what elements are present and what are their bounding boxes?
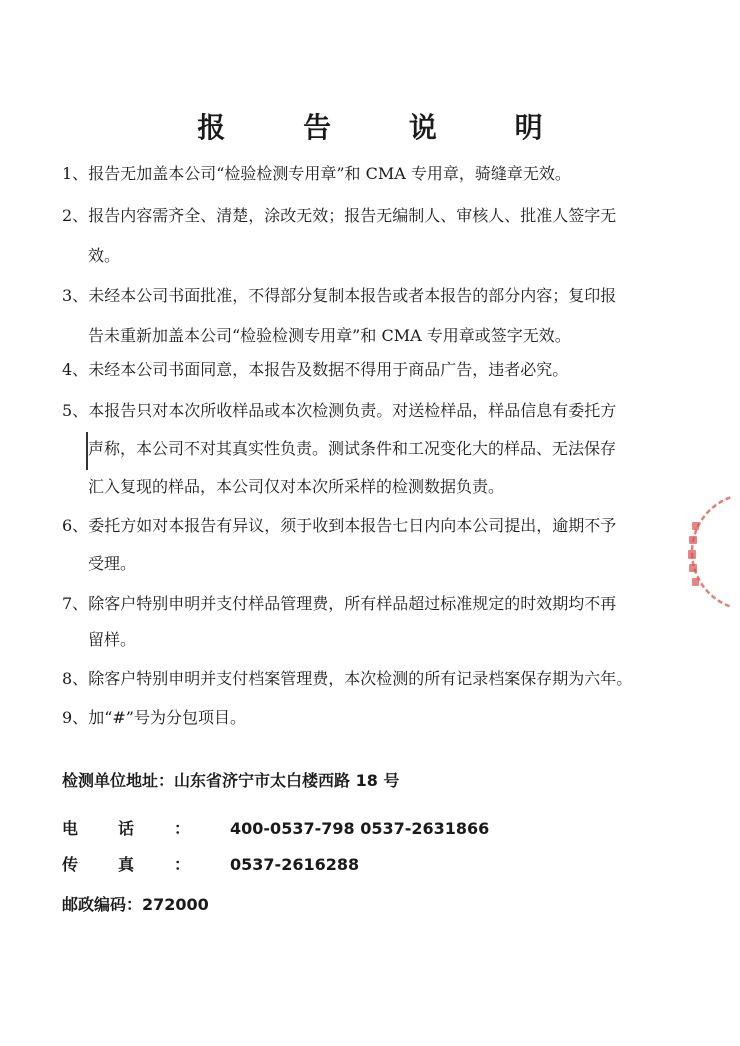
item-number: 6、 (62, 516, 89, 535)
item-text: 委托方如对本报告有异议，须于收到本报告七日内向本公司提出，逾期不予 (88, 516, 617, 535)
fax-value: 0537-2616288 (230, 855, 360, 874)
item-text-continued: 声称，本公司不对其真实性负责。测试条件和工况变化大的样品、无法保存 (88, 439, 617, 458)
item-text: 除客户特别申明并支付样品管理费，所有样品超过标准规定的时效期均不再 (88, 594, 617, 613)
item-text: 未经本公司书面同意，本报告及数据不得用于商品广告，违者必究。 (88, 360, 569, 379)
phone-row (62, 816, 489, 839)
item-text: 本报告只对本次所收样品或本次检测负责。对送检样品，样品信息有委托方 (88, 401, 617, 420)
phone-value: 400-0537-798 0537-2631866 (230, 819, 490, 838)
list-item (62, 507, 682, 545)
postcode-label: 邮政编码： (62, 895, 143, 914)
postcode-row (62, 892, 209, 915)
list-item (62, 351, 682, 389)
item-text-continued: 留样。 (88, 630, 137, 649)
phone-label: 电话： (62, 819, 231, 838)
list-item (62, 155, 682, 193)
item-number: 5、 (62, 401, 89, 420)
address-value: 山东省济宁市太白楼西路 18 号 (174, 771, 400, 790)
seal-stamp (672, 492, 732, 612)
item-text: 未经本公司书面批准，不得部分复制本报告或者本报告的部分内容；复印报 (88, 286, 617, 305)
item-text-continued: 受理。 (88, 554, 137, 573)
fax-row (62, 852, 359, 875)
item-number: 8、 (62, 669, 89, 688)
list-item (62, 699, 682, 737)
address-row (62, 768, 399, 791)
list-item (62, 392, 682, 430)
item-number: 2、 (62, 206, 89, 225)
address-label: 检测单位地址： (62, 771, 175, 790)
item-text-continued: 告未重新加盖本公司“检验检测专用章”和 CMA 专用章或签字无效。 (88, 326, 571, 345)
list-item (62, 660, 682, 698)
item-number: 7、 (62, 594, 89, 613)
item-text: 报告内容需齐全、清楚，涂改无效；报告无编制人、审核人、批准人签字无 (88, 206, 617, 225)
list-item (62, 585, 682, 623)
fax-label: 传真： (62, 855, 231, 874)
item-text: 除客户特别申明并支付档案管理费，本次检测的所有记录档案保存期为六年。 (88, 669, 633, 688)
item-text-continued: 效。 (88, 246, 121, 265)
item-text: 报告无加盖本公司“检验检测专用章”和 CMA 专用章，骑缝章无效。 (88, 164, 571, 183)
list-item (62, 197, 682, 235)
item-number: 1、 (62, 164, 89, 183)
postcode-value: 272000 (142, 895, 209, 914)
page-title: 报 告 说 明 (197, 111, 577, 144)
item-number: 4、 (62, 360, 89, 379)
item-text-continued: 汇入复现的样品，本公司仅对本次所采样的检测数据负责。 (88, 477, 505, 496)
item-number: 9、 (62, 708, 89, 727)
item-text: 加“#”号为分包项目。 (88, 708, 246, 727)
item-number: 3、 (62, 286, 89, 305)
list-item (62, 277, 682, 315)
